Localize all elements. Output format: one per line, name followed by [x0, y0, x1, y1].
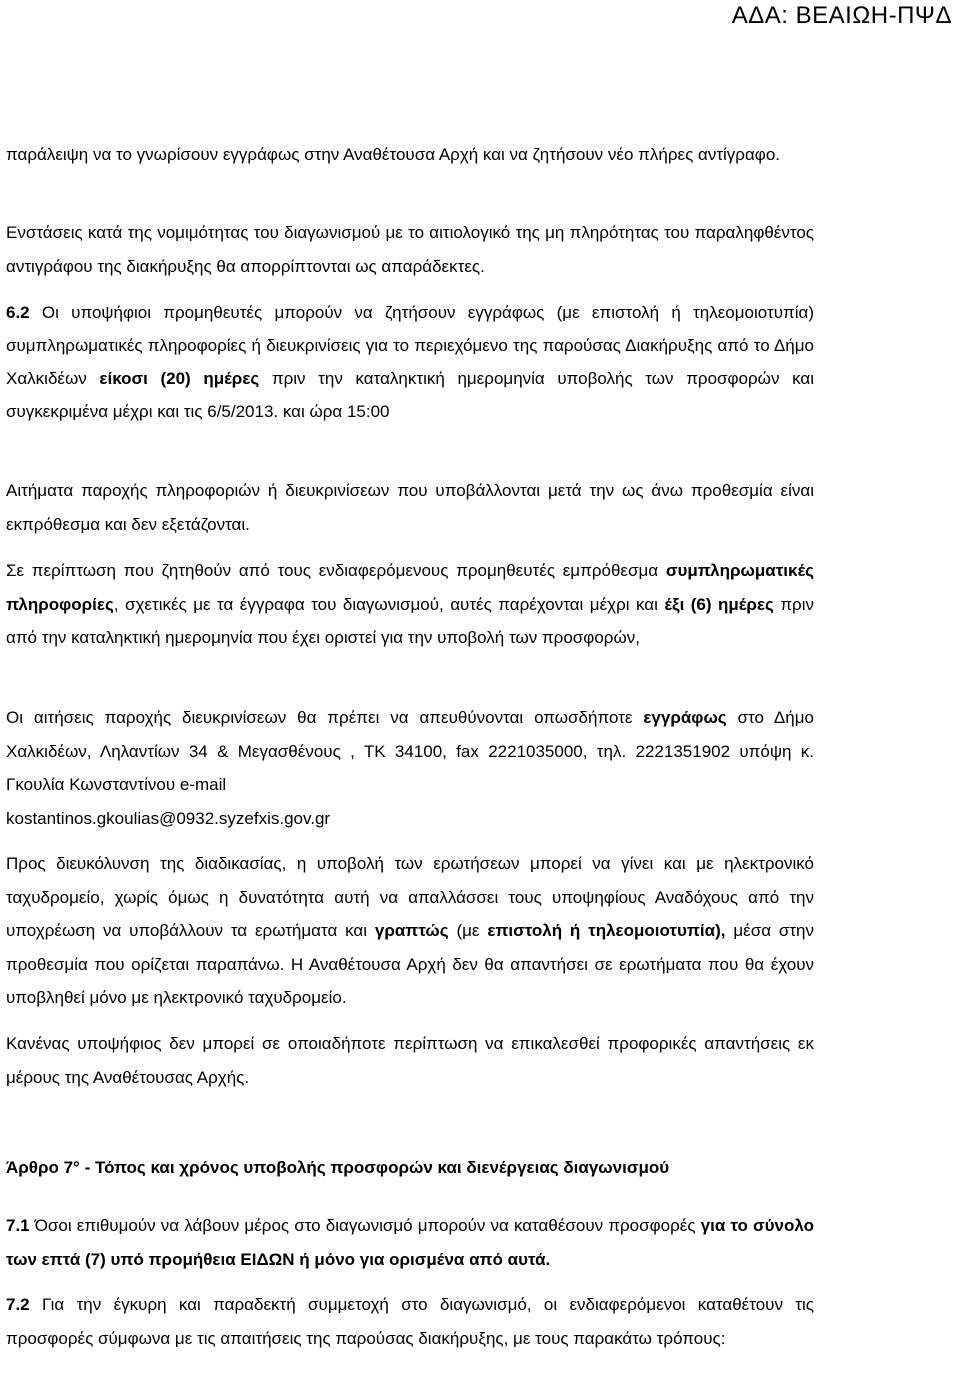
clause-text-end: πριν την καταληκτική ημερομηνία υποβολής των προσφορών και συγκεκριμένα μέχρι και τις 6/5/2013. και ώρα 15:00: [6, 369, 814, 421]
text: Οι αιτήσεις παροχής διευκρινίσεων θα πρέπει να απευθύνονται οπωσδήποτε: [6, 708, 644, 727]
bold-items: για το σύνολο των επτά (7) υπό προμήθεια ΕΙΔΩΝ ή μόνο για ορισμένα από αυτά.: [6, 1216, 814, 1269]
contact-email: kostantinos.gkoulias@0932.syzefxis.gov.gr: [6, 808, 331, 828]
text: μέσα στην προθεσμία που ορίζεται παραπάνω. Η Αναθέτουσα Αρχή δεν θα απαντήσει σε ερωτήματα που θα έχουν υποβληθεί μόνο με ηλεκτρονικό ταχυδρομείο.: [6, 921, 815, 1007]
clause-bold-days: είκοσι (20) ημέρες: [99, 369, 260, 388]
clause-number: 6.2: [6, 303, 30, 322]
text: (με: [448, 921, 488, 940]
paragraph-6-2: [6, 296, 814, 428]
bold-supplementary-info: συμπληρωματικές πληροφορίες: [6, 561, 814, 614]
paragraph-late-requests: Αιτήματα παροχής πληροφοριών ή διευκρινίσεων που υποβάλλονται μετά την ως άνω προθεσμία είναι εκπρόθεσμα και δεν εξετάζονται.: [6, 481, 814, 534]
bold-letter-fax: επιστολή ή τηλεομοιοτυπία),: [487, 921, 726, 940]
text: πριν από την καταληκτική ημερομηνία που έχει οριστεί για την υποβολή των προσφορών,: [6, 594, 814, 647]
article-7-heading: Άρθρο 7° - Τόπος και χρόνος υποβολής προσφορών και διενέργειας διαγωνισμού: [6, 1158, 670, 1177]
paragraph-7-1: [6, 1209, 814, 1276]
bold-in-writing-2: γραπτώς: [374, 921, 449, 940]
paragraph-no-oral-answers: Κανένας υποψήφιος δεν μπορεί σε οποιαδήποτε περίπτωση να επικαλεσθεί προφορικές απαντήσεις εκ μέρους της Αναθέτουσας Αρχής.: [6, 1034, 814, 1087]
text: Σε περίπτωση που ζητηθούν από τους ενδιαφερόμενους προμηθευτές εμπρόθεσμα: [6, 561, 666, 580]
bold-six-days: έξι (6) ημέρες: [664, 594, 774, 614]
clause-number: 7.1: [6, 1216, 30, 1235]
paragraph-copy-request: παράλειψη να το γνωρίσουν εγγράφως στην Αναθέτουσα Αρχή και να ζητήσουν νέο πλήρες αντίγραφο.: [6, 145, 781, 164]
paragraph-email-procedure: [6, 847, 814, 1015]
bold-in-writing: εγγράφως: [643, 708, 727, 727]
text: Προς διευκόλυνση της διαδικασίας, η υποβολή των ερωτήσεων μπορεί να γίνει και με ηλεκτρονικό ταχυδρομείο, χωρίς όμως η δυνατότητα αυτή να απαλλάσσει τους υποψηφίους Αναδόχους από την υποχρέωση να υποβάλλουν τα ερωτήματα και: [6, 854, 814, 940]
page-header-ada: ΑΔΑ: ΒΕΑΙΩΗ-ΠΨΔ: [731, 2, 952, 29]
text: Για την έγκυρη και παραδεκτή συμμετοχή στο διαγωνισμό, οι ενδιαφερόμενοι καταθέτουν τις προσφορές σύμφωνα με τις απαιτήσεις της παρούσας διακήρυξης, με τους παρακάτω τρόπους:: [6, 1295, 814, 1348]
text: , σχετικές με τα έγγραφα του διαγωνισμού, αυτές παρέχονται μέχρι και: [113, 594, 665, 614]
clause-text: Οι υποψήφιοι προμηθευτές μπορούν να ζητήσουν εγγράφως (με επιστολή ή τηλεομοιοτυπία) συμπληρωματικές πληροφορίες ή διευκρινίσεις για το περιεχόμενο της παρούσας Διακήρυξης από το Δήμο Χαλκιδέων: [6, 303, 814, 388]
text: στο Δήμο Χαλκιδέων, Ληλαντίων 34 & Μεγασθένους , ΤΚ 34100, fax 2221035000, τηλ. 2221351902 υπόψη κ. Γκουλία Κωνσταντίνου e-mail: [6, 708, 814, 794]
text: Όσοι επιθυμούν να λάβουν μέρος στο διαγωνισμό μπορούν να καταθέσουν προσφορές: [29, 1216, 701, 1235]
clause-number: 7.2: [6, 1295, 30, 1314]
paragraph-objections: Ενστάσεις κατά της νομιμότητας του διαγωνισμού με το αιτιολογικό της μη πληρότητας του παραληφθέντος αντιγράφου της διακήρυξης θα απορρίπτονται ως απαράδεκτες.: [6, 223, 814, 276]
paragraph-supplementary-info: [6, 554, 814, 655]
paragraph-7-2: [6, 1288, 814, 1355]
paragraph-contact: [6, 701, 814, 835]
